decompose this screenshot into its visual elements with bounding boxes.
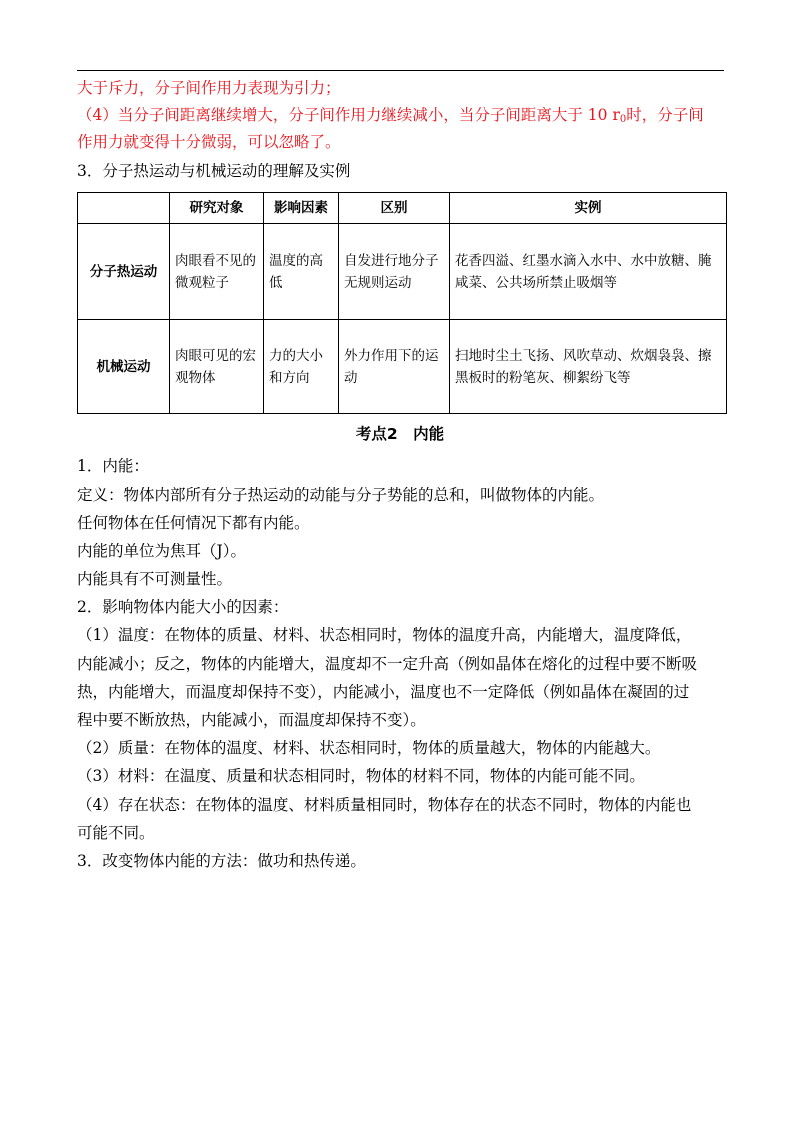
row-factor: 力的大小和方向 <box>264 320 339 414</box>
section-3-title: 3．分子热运动与机械运动的理解及实例 <box>77 162 351 180</box>
table-header-row <box>78 193 727 224</box>
row-factor: 温度的高低 <box>264 224 339 320</box>
body-line: 热，内能增大，而温度却保持不变），内能减小，温度也不一定降低（例如晶体在凝固的过 <box>77 683 690 701</box>
table-row <box>78 224 727 320</box>
red-line-2-tail: 时，分子间 <box>626 106 704 124</box>
header-rule <box>77 70 724 71</box>
row-name: 分子热运动 <box>78 224 170 320</box>
body-line: （1）温度：在物体的质量、材料、状态相同时，物体的温度升高，内能增大，温度降低， <box>77 626 692 644</box>
row-difference: 自发进行地分子无规则运动 <box>339 224 450 320</box>
table-header-cell: 区别 <box>339 193 450 224</box>
body-line: 内能减小；反之，物体的内能增大，温度却不一定升高（例如晶体在熔化的过程中要不断吸 <box>77 655 698 673</box>
row-object: 肉眼看不见的微观粒子 <box>170 224 264 320</box>
body-line: 内能的单位为焦耳（J）。 <box>77 542 246 560</box>
red-line-2-text: （4）当分子间距离继续增大，分子间作用力继续减小，当分子间距离大于 10 r <box>77 106 620 124</box>
body-line: 1．内能： <box>77 457 149 475</box>
body-line: （2）质量：在物体的温度、材料、状态相同时，物体的质量越大，物体的内能越大。 <box>77 739 661 757</box>
body-line: 任何物体在任何情况下都有内能。 <box>77 514 310 532</box>
table-header-cell: 实例 <box>450 193 727 224</box>
table-header-cell: 影响因素 <box>264 193 339 224</box>
red-line-1: 大于斥力，分子间作用力表现为引力； <box>77 79 341 97</box>
row-name: 机械运动 <box>78 320 170 414</box>
body-line: 定义：物体内部所有分子热运动的动能与分子势能的总和，叫做物体的内能。 <box>77 486 605 504</box>
row-difference: 外力作用下的运动 <box>339 320 450 414</box>
row-examples: 扫地时尘土飞扬、风吹草动、炊烟袅袅、擦黑板时的粉笔灰、柳絮纷飞等 <box>450 320 727 414</box>
r0-subscript: 0 <box>619 114 627 125</box>
row-examples: 花香四溢、红墨水滴入水中、水中放糖、腌咸菜、公共场所禁止吸烟等 <box>450 224 727 320</box>
body-line: 可能不同。 <box>77 824 155 842</box>
section-heading: 考点2 内能 <box>355 425 445 443</box>
row-object: 肉眼可见的宏观物体 <box>170 320 264 414</box>
body-line: 程中要不断放热，内能减小，而温度却保持不变）。 <box>77 711 426 729</box>
body-line: （3）材料：在温度、质量和状态相同时，物体的材料不同，物体的内能可能不同。 <box>77 767 645 785</box>
body-line: 3．改变物体内能的方法：做功和热传递。 <box>77 852 366 870</box>
red-line-2 <box>77 105 704 125</box>
red-line-3: 作用力就变得十分微弱，可以忽略了。 <box>77 133 341 151</box>
body-line: （4）存在状态：在物体的温度、材料质量相同时，物体存在的状态不同时，物体的内能也 <box>77 796 692 814</box>
table-row <box>78 320 727 414</box>
comparison-table <box>77 192 727 414</box>
body-line: 内能具有不可测量性。 <box>77 570 233 588</box>
table-header-cell <box>78 193 170 224</box>
body-line: 2．影响物体内能大小的因素： <box>77 598 289 616</box>
table-header-cell: 研究对象 <box>170 193 264 224</box>
